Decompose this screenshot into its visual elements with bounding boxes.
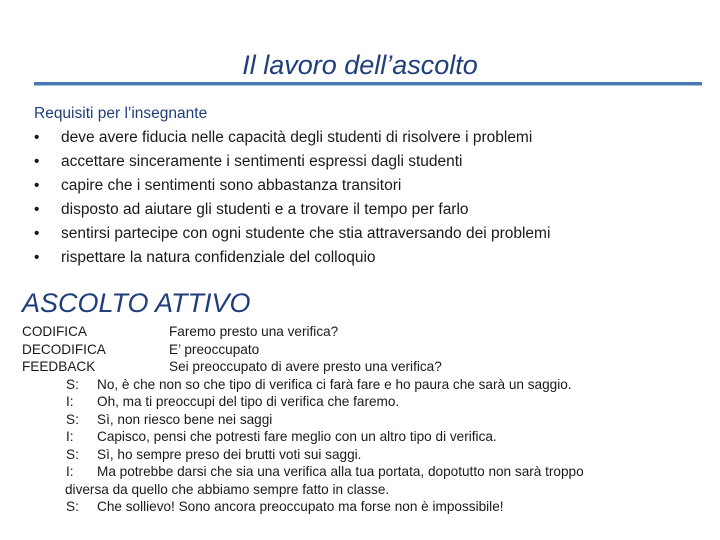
speaker-label: S: [66,446,79,462]
active-listening-section [22,323,712,516]
step-row [22,323,712,341]
dialogue-line [66,446,712,464]
bullet-icon: • [34,249,40,266]
bullet-icon: • [34,201,40,218]
requirements-list [34,126,684,270]
requirement-text: deve avere fiducia nelle capacità degli studenti di risolvere i problemi [61,129,533,146]
requirements-heading: Requisiti per l’insegnante [34,105,208,122]
requirement-text: accettare sinceramente i sentimenti espressi dagli studenti [61,153,463,170]
dialogue-line [66,428,712,446]
list-item [34,198,684,222]
requirement-text: rispettare la natura confidenziale del colloquio [61,249,376,266]
speaker-label: I: [66,464,74,479]
dialogue-text: Sì, non riesco bene nei saggi [97,411,273,427]
list-item [34,222,684,246]
dialogue-line [66,376,712,394]
requirement-text: capire che i sentimenti sono abbastanza transitori [61,177,402,194]
speaker-label: S: [66,411,79,427]
dialogue-line [66,393,712,411]
dialogue-line-continuation [65,481,712,499]
dialogue-text: diversa da quello che abbiamo sempre fatto in classe. [65,481,390,497]
dialogue-text: Ma potrebbe darsi che sia una verifica alla tua portata, dopotutto non sarà troppo [97,464,584,479]
step-row [22,341,712,359]
list-item [34,246,684,270]
bullet-icon: • [34,177,40,194]
bullet-icon: • [34,153,40,170]
list-item [34,126,684,150]
speaker-label: S: [66,376,79,392]
slide-title: Il lavoro dell’ascolto [242,50,478,80]
dialogue-text: Capisco, pensi che potresti fare meglio con un altro tipo di verifica. [97,429,497,444]
list-item [34,174,684,198]
active-listening-title: ASCOLTO ATTIVO [22,288,251,318]
dialogue-text: Sì, ho sempre preso dei brutti voti sui saggi. [97,446,362,462]
step-text: Sei preoccupato di avere presto una verifica? [169,359,442,374]
dialogue-text: Che sollievo! Sono ancora preoccupato ma forse non è impossibile! [97,499,504,514]
step-label: DECODIFICA [22,341,106,357]
title-underline-shadow [34,85,702,86]
requirements-section [34,102,684,270]
speaker-label: I: [66,394,74,409]
bullet-icon: • [34,225,40,242]
step-text: E’ preoccupato [169,341,260,357]
dialogue-text: No, è che non so che tipo di verifica ci farà fare e ho paura che sarà un saggio. [97,376,572,392]
step-label: FEEDBACK [22,359,96,374]
requirement-text: disposto ad aiutare gli studenti e a trovare il tempo per farlo [61,201,469,218]
dialogue-line [66,463,712,481]
step-text: Faremo presto una verifica? [169,324,339,339]
bullet-icon: • [34,129,40,146]
step-row [22,358,712,376]
dialogue-line [66,498,712,516]
dialogue-text: Oh, ma ti preoccupi del tipo di verifica che faremo. [97,394,400,409]
dialogue-line [66,411,712,429]
list-item [34,150,684,174]
step-label: CODIFICA [22,324,87,339]
dialogue [22,376,712,516]
speaker-label: I: [66,429,74,444]
requirement-text: sentirsi partecipe con ogni studente che stia attraversando dei problemi [61,225,551,242]
speaker-label: S: [66,499,79,514]
